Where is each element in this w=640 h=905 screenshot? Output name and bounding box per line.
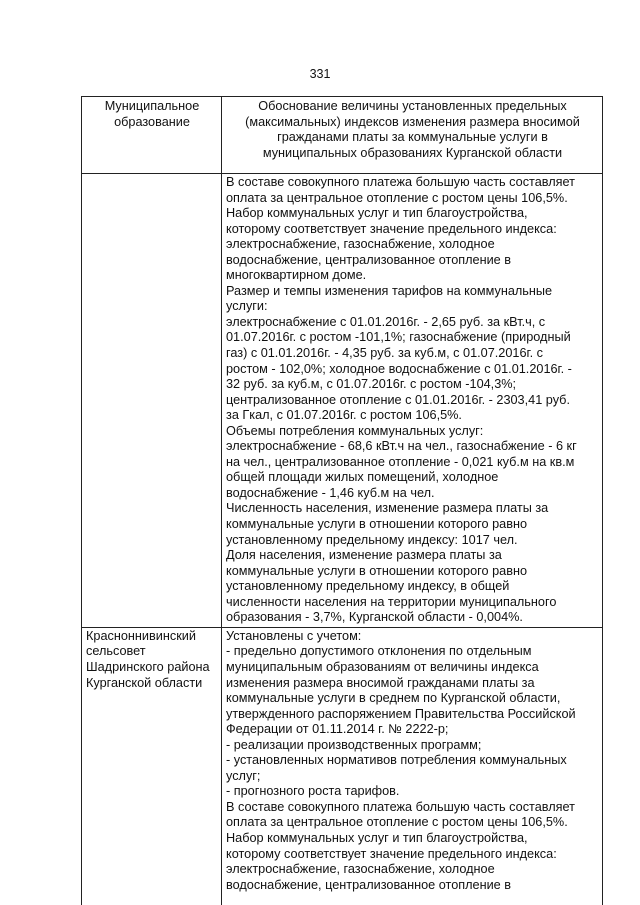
- text-line: электроснабжение, газоснабжение, холодное: [226, 862, 495, 877]
- page-number: 331: [309, 67, 331, 81]
- text-line: централизованное отопление с 01.01.2016г. - 2303,41 руб.: [226, 392, 570, 407]
- text-line: общей площади жилых помещений, холодное: [226, 470, 499, 485]
- municipality-cell: [82, 627, 222, 905]
- text-line: - реализации производственных программ;: [226, 737, 482, 752]
- text-line: услуг;: [226, 768, 261, 783]
- text-line: Набор коммунальных услуг и тип благоустройства,: [226, 830, 528, 845]
- municipality-line: Шадринского района: [86, 659, 210, 674]
- text-line: численности населения на территории муниципального: [226, 594, 557, 609]
- municipal-index-table: [81, 96, 603, 905]
- text-line: муниципальным образованиям от величины индекса: [226, 659, 539, 674]
- text-line: оплата за центральное отопление с ростом цены 106,5%.: [226, 815, 568, 830]
- text-line: за Гкал, с 01.07.2016г. с ростом 106,5%.: [226, 408, 462, 423]
- header-justification: [222, 97, 603, 174]
- text-line: водоснабжение - 1,46 куб.м на чел.: [226, 485, 435, 500]
- text-line: Федерации от 01.11.2014 г. № 2222-р;: [226, 722, 449, 737]
- text-line: В составе совокупного платежа большую часть составляет: [226, 175, 575, 189]
- text-line: на чел., централизованное отопление - 0,021 куб.м на кв.м: [226, 454, 575, 469]
- text-line: изменения размера вносимой гражданами платы за: [226, 675, 535, 690]
- text-line: услуги:: [226, 299, 268, 314]
- municipality-cell: [82, 174, 222, 628]
- header-line: образование: [114, 114, 190, 129]
- text-line: газ) с 01.01.2016г. - 4,35 руб. за куб.м, с 01.07.2016г. с: [226, 346, 543, 361]
- justification-cell: [222, 627, 603, 905]
- justification-cell: [222, 174, 603, 628]
- table-row: [82, 627, 603, 905]
- text-line: установленному предельному индексу: 1017 чел.: [226, 532, 518, 547]
- header-line: (максимальных) индексов изменения размера вносимой: [245, 114, 580, 129]
- text-line: 32 руб. за куб.м, с 01.07.2016г. с ростом -104,3%;: [226, 377, 517, 392]
- text-line: Доля населения, изменение размера платы за: [226, 548, 502, 563]
- text-line: - предельно допустимого отклонения по отдельным: [226, 644, 532, 659]
- table-header-row: [82, 97, 603, 174]
- text-line: Объемы потребления коммунальных услуг:: [226, 423, 484, 438]
- text-line: утвержденного распоряжением Правительства Российской: [226, 706, 576, 721]
- text-line: Установлены с учетом:: [226, 628, 362, 643]
- text-line: Размер и темпы изменения тарифов на коммунальные: [226, 283, 553, 298]
- text-line: водоснабжение, централизованное отопление в: [226, 877, 511, 892]
- header-line: Обоснование величины установленных предельных: [258, 99, 567, 113]
- text-line: оплата за центральное отопление с ростом цены 106,5%.: [226, 190, 568, 205]
- text-line: которому соответствует значение предельного индекса:: [226, 221, 557, 236]
- header-line: гражданами платы за коммунальные услуги в: [277, 130, 548, 145]
- text-line: образования - 3,7%, Курганской области - 0,004%.: [226, 610, 523, 625]
- text-line: 01.07.2016г. с ростом -101,1%; газоснабжение (природный: [226, 330, 571, 345]
- municipality-line: сельсовет: [86, 644, 146, 659]
- text-line: ростом - 102,0%; холодное водоснабжение с 01.01.2016г. -: [226, 361, 572, 376]
- text-line: коммунальные услуги в отношении которого равно: [226, 517, 528, 532]
- text-line: электроснабжение, газоснабжение, холодное: [226, 237, 495, 252]
- municipality-line: Красноннивинский: [86, 628, 196, 643]
- text-line: которому соответствует значение предельного индекса:: [226, 846, 557, 861]
- municipality-line: Курганской области: [86, 675, 203, 690]
- text-line: электроснабжение - 68,6 кВт.ч на чел., газоснабжение - 6 кг: [226, 439, 577, 454]
- text-line: многоквартирном доме.: [226, 268, 367, 283]
- header-line: Муниципальное: [104, 99, 200, 113]
- text-line: установленному предельному индексу, в общей: [226, 579, 510, 594]
- text-line: - прогнозного роста тарифов.: [226, 784, 400, 799]
- table-row: [82, 174, 603, 628]
- text-line: электроснабжение с 01.01.2016г. - 2,65 руб. за кВт.ч, с: [226, 314, 546, 329]
- text-line: водоснабжение, централизованное отопление в: [226, 252, 511, 267]
- text-line: Набор коммунальных услуг и тип благоустройства,: [226, 206, 528, 221]
- header-municipality: [82, 97, 222, 174]
- text-line: Численность населения, изменение размера платы за: [226, 501, 549, 516]
- text-line: - установленных нормативов потребления коммунальных: [226, 753, 567, 768]
- text-line: коммунальные услуги в среднем по Курганской области,: [226, 691, 561, 706]
- text-line: коммунальные услуги в отношении которого равно: [226, 563, 528, 578]
- header-line: муниципальных образованиях Курганской области: [262, 145, 563, 160]
- text-line: В составе совокупного платежа большую часть составляет: [226, 799, 575, 814]
